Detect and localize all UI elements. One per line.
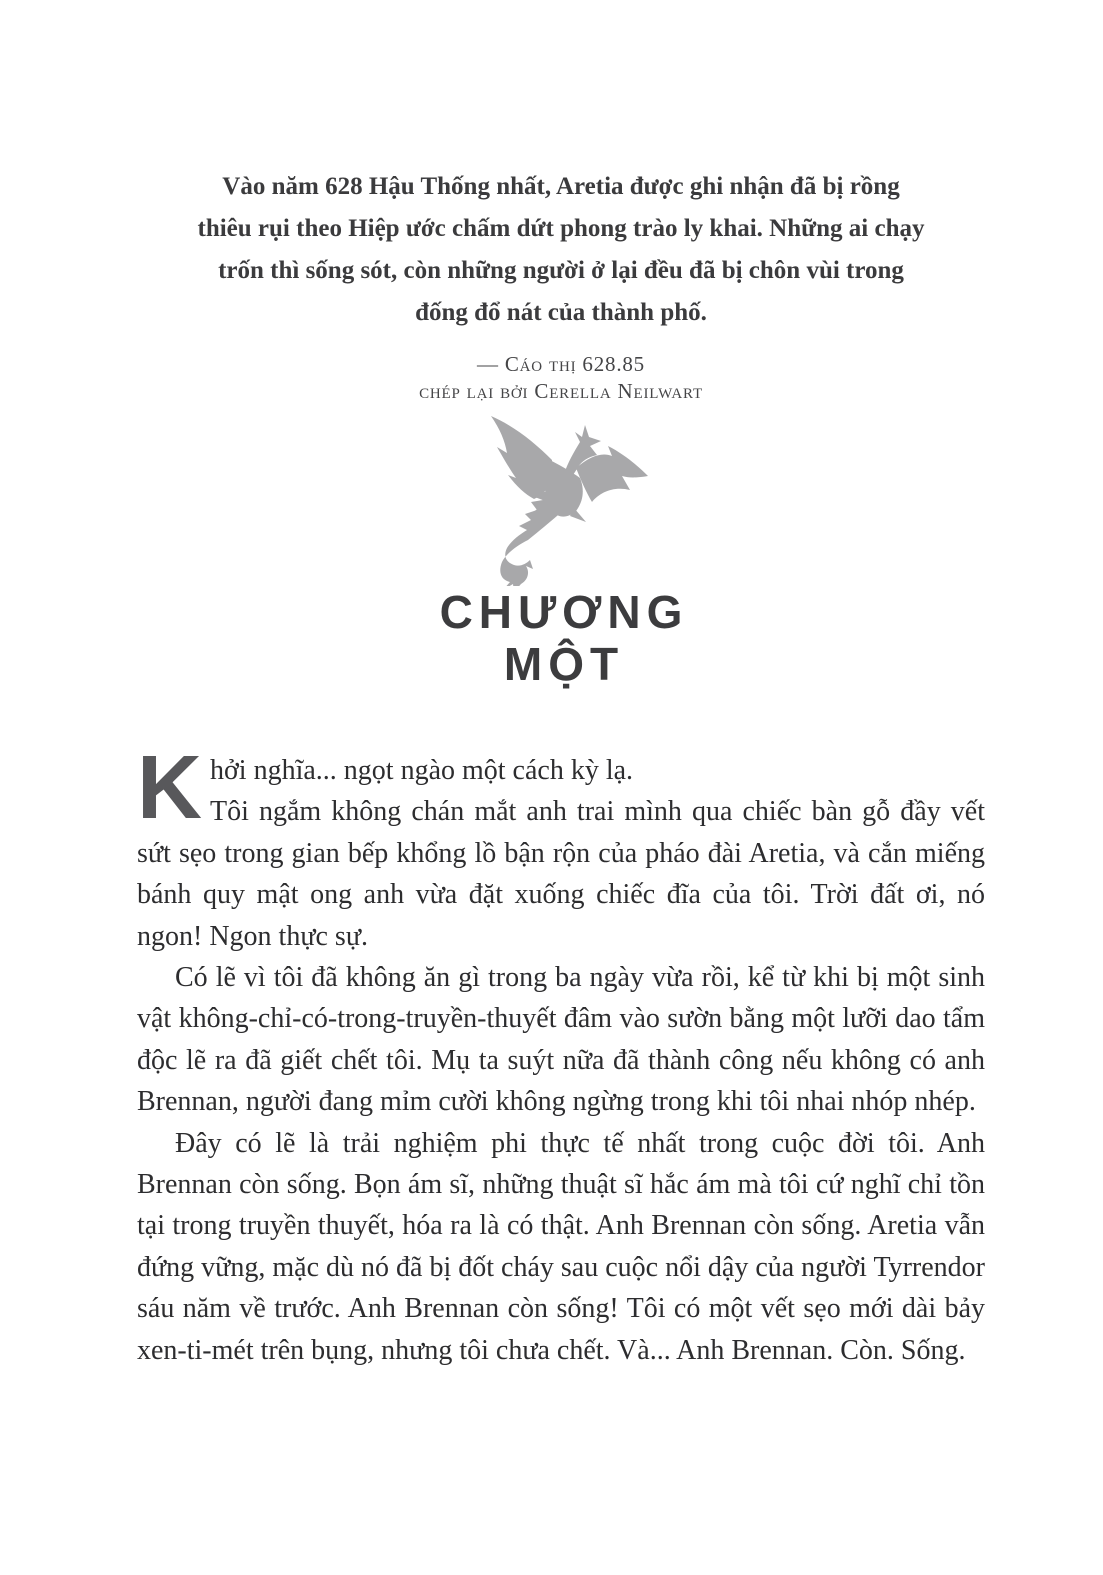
dragon-icon: [488, 414, 660, 586]
opening-paragraph: [137, 738, 985, 838]
chapter-body: [137, 738, 985, 1371]
chapter-heading-number: MỘT: [503, 638, 625, 690]
chapter-heading-word: CHƯƠNG: [439, 586, 689, 638]
attribution-transcriber: chép lại bởi Cerella Neilwart: [419, 379, 703, 403]
drop-cap: K: [137, 738, 202, 838]
epigraph: [131, 0, 991, 334]
epigraph-attribution: [131, 351, 991, 405]
epigraph-line: đống đổ nát của thành phố.: [415, 299, 707, 326]
body-paragraph: Tôi ngắm không chán mắt anh trai mình qua chiếc bàn gỗ đầy vết sứt sẹo trong gian bếp khổng lồ bận rộn của pháo đài Aretia, và cắn miếng bánh quy mật ong anh vừa đặt xuống chiếc đĩa của tôi. Trời đất ơi, nó ngon! Ngon thực sự.: [137, 796, 985, 952]
body-paragraph: Có lẽ vì tôi đã không ăn gì trong ba ngày vừa rồi, kể từ khi bị một sinh vật không-chỉ-có-trong-truyền-thuyết đâm vào sườn bằng một lưỡi dao tẩm độc lẽ ra đã giết chết tôi. Mụ ta suýt nữa đã thành công nếu không có anh Brennan, người đang mỉm cười không ngừng trong khi tôi nhai nhóp nhép.: [137, 962, 985, 1118]
chapter-heading: [131, 586, 991, 690]
attribution-source: — Cáo thị 628.85: [477, 352, 645, 376]
body-paragraph: Đây có lẽ là trải nghiệm phi thực tế nhất trong cuộc đời tôi. Anh Brennan còn sống. Bọn ám sĩ, những thuật sĩ hắc ám mà tôi cứ nghĩ chỉ tồn tại trong truyền thuyết, hóa ra là có thật. Anh Brennan còn sống. Aretia vẫn đứng vững, mặc dù nó đã bị đốt cháy sau cuộc nổi dậy của người Tyrrendor sáu năm về trước. Anh Brennan còn sống! Tôi có một vết sẹo mới dài bảy xen-ti-mét trên bụng, nhưng tôi chưa chết. Và... Anh Brennan. Còn. Sống.: [137, 1127, 985, 1366]
epigraph-line: trốn thì sống sót, còn những người ở lại đều đã bị chôn vùi trong: [218, 257, 904, 284]
epigraph-line: thiêu rụi theo Hiệp ước chấm dứt phong trào ly khai. Những ai chạy: [197, 215, 925, 242]
opening-paragraph-text: hởi nghĩa... ngọt ngào một cách kỳ lạ.: [210, 755, 634, 786]
chapter-ornament: [0, 414, 1103, 586]
epigraph-line: Vào năm 628 Hậu Thống nhất, Aretia được ghi nhận đã bị rồng: [222, 173, 900, 200]
